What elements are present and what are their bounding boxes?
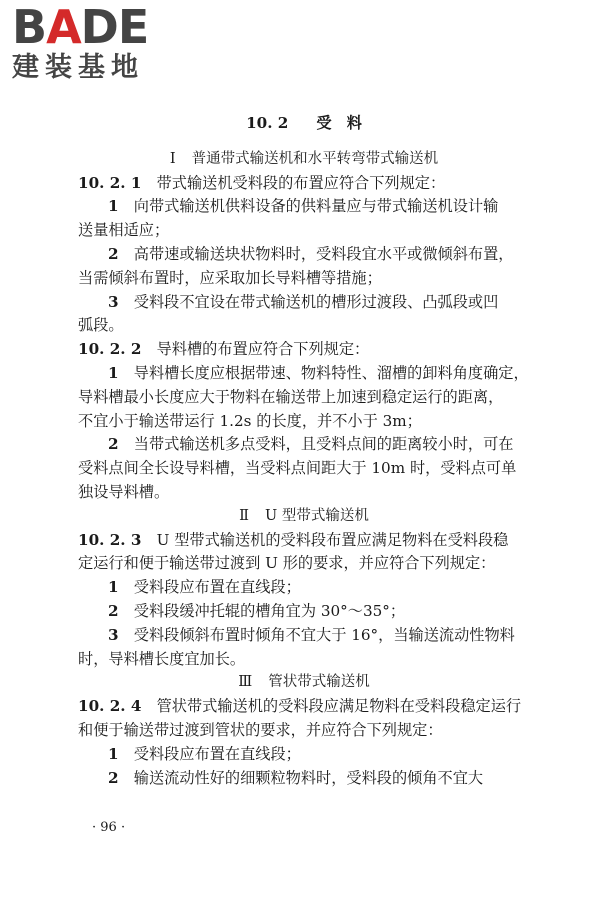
clause-10-2-2-item-1: 1 导料槽长度应根据带速、物料特性、溜槽的卸料角度确定， (108, 363, 529, 382)
clause-10-2-2-item-2-cont: 受料点间全长设导料槽，当受料点间距大于 10m 时，受料点可单 (78, 459, 517, 478)
clause-10-2-2-item-1-cont: 导料槽最小长度应大于物料在输送带上加速到稳定运行的距离， (78, 387, 504, 406)
document-body (78, 112, 530, 790)
clause-10-2-4-head-cont: 和便于输送带过渡到管状的要求，并应符合下列规定： (78, 720, 443, 739)
clause-10-2-4-item-2: 2 输送流动性好的细颗粒物料时，受料段的倾角不宜大 (108, 768, 484, 787)
bade-logo (12, 0, 182, 90)
page-number: · 96 · (92, 820, 126, 835)
clause-10-2-1-head: 10. 2. 1 带式输送机受料段的布置应符合下列规定： (78, 173, 446, 192)
clause-10-2-3-item-2: 2 受料段缓冲托辊的槽角宜为 30°～35°； (108, 601, 406, 620)
clause-10-2-1-item-1-cont: 送量相适应； (78, 221, 170, 240)
clause-10-2-2-item-2: 2 当带式输送机多点受料，且受料点间的距离较小时，可在 (108, 435, 514, 454)
clause-10-2-3-item-3: 3 受料段倾斜布置时倾角不宜大于 16°，当输送流动性物料 (108, 625, 515, 644)
clause-10-2-1-item-2: 2 高带速或输送块状物料时，受料段宜水平或微倾斜布置， (108, 244, 514, 263)
clause-10-2-1-item-3-cont: 弧段。 (78, 316, 124, 335)
clause-10-2-2-item-1-cont: 不宜小于输送带运行 1.2s 的长度，并不小于 3m； (78, 411, 422, 430)
subsection-title-2: Ⅱ U 型带式输送机 (239, 507, 369, 524)
clause-10-2-2-head: 10. 2. 2 导料槽的布置应符合下列规定： (78, 340, 370, 359)
logo-subtitle: 建装基地 (12, 52, 144, 83)
clause-10-2-3-item-1: 1 受料段应布置在直线段； (108, 578, 301, 597)
clause-10-2-4-head: 10. 2. 4 管状带式输送机的受料段应满足物料在受料段稳定运行 (78, 697, 522, 716)
logo-wordmark: BADE (12, 0, 149, 54)
clause-10-2-4-item-1: 1 受料段应布置在直线段； (108, 744, 301, 763)
section-heading: 10. 2 受 料 (246, 114, 362, 132)
subsection-title-1: Ⅰ 普通带式输送机和水平转弯带式输送机 (169, 150, 439, 167)
clause-10-2-2-item-2-cont: 独设导料槽。 (78, 482, 170, 501)
clause-10-2-3-head-cont: 定运行和便于输送带过渡到 U 形的要求，并应符合下列规定： (78, 554, 496, 573)
clause-10-2-1-item-1: 1 向带式输送机供料设备的供料量应与带式输送机设计输 (108, 197, 499, 216)
subsection-title-3: Ⅲ 管状带式输送机 (238, 674, 370, 691)
clause-10-2-1-item-3: 3 受料段不宜设在带式输送机的槽形过渡段、凸弧段或凹 (108, 292, 499, 311)
clause-10-2-1-item-2-cont: 当需倾斜布置时，应采取加长导料槽等措施； (78, 268, 382, 287)
clause-10-2-3-item-3-cont: 时，导料槽长度宜加长。 (78, 649, 246, 668)
clause-10-2-3-head: 10. 2. 3 U 型带式输送机的受料段布置应满足物料在受料段稳 (78, 530, 509, 549)
